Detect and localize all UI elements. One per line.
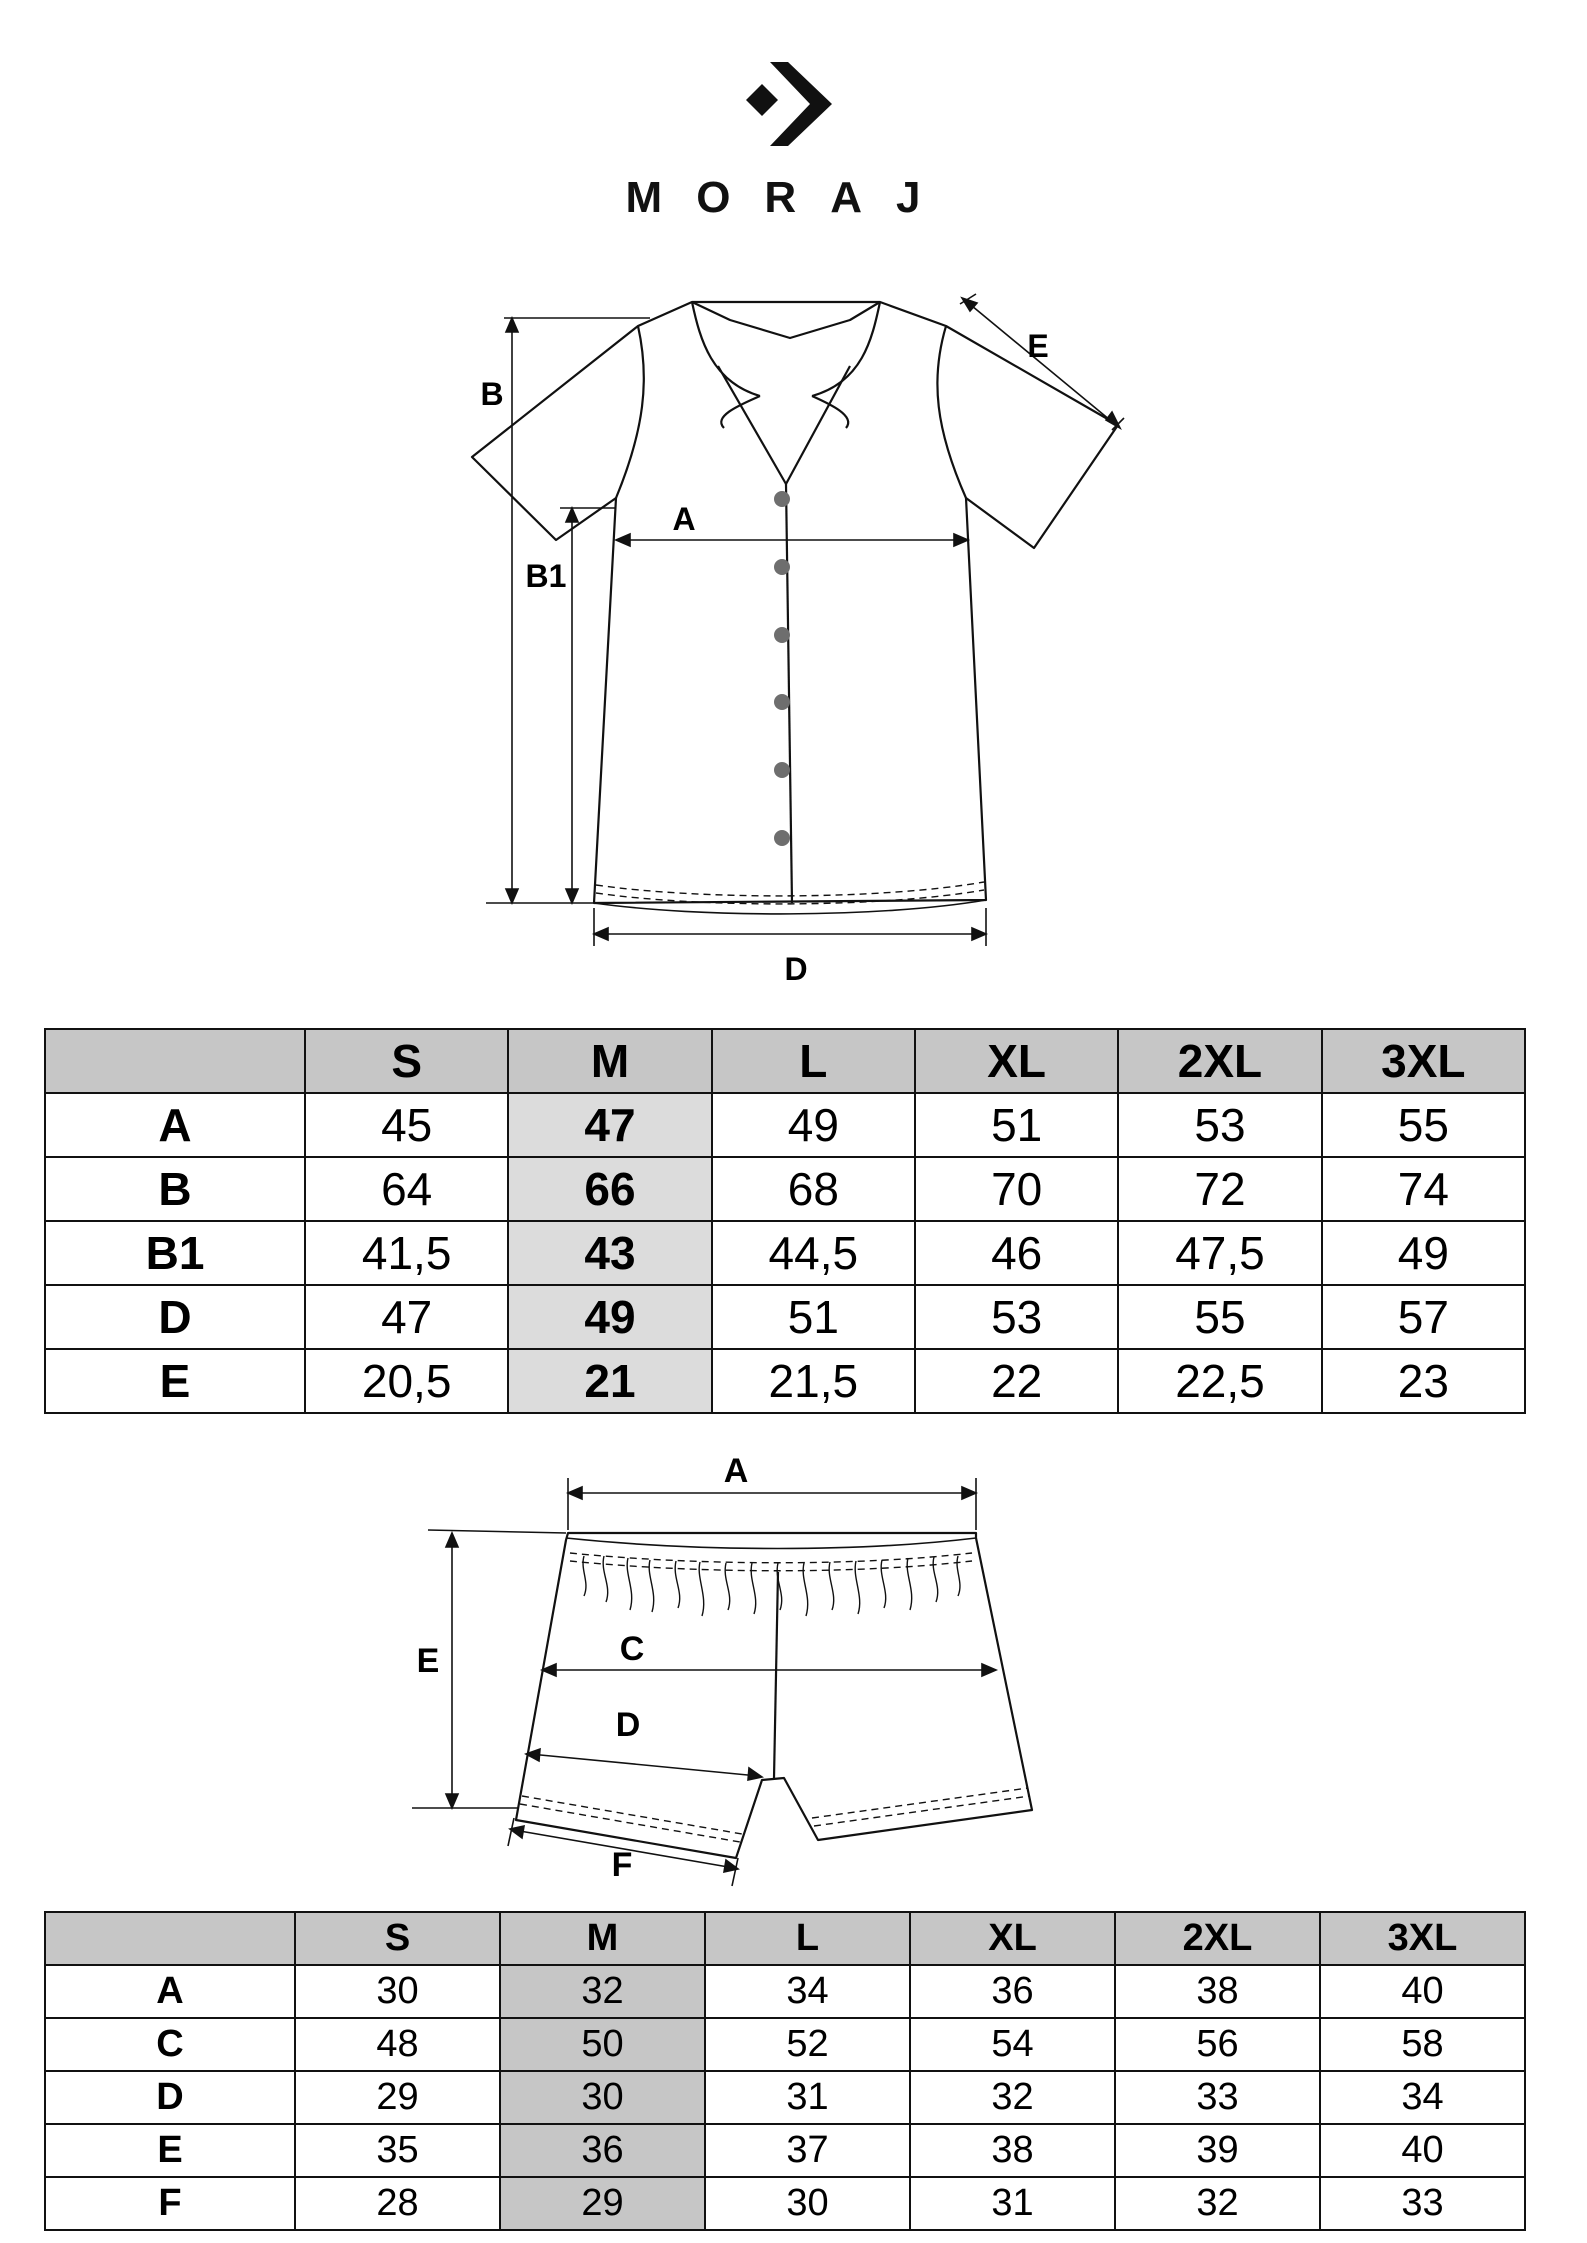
table-cell-highlight: 49 <box>508 1285 711 1349</box>
table-cell: 47 <box>305 1285 508 1349</box>
table-row <box>45 1157 1525 1221</box>
table-cell-highlight: 32 <box>500 1965 705 2018</box>
row-label: A <box>45 1093 305 1157</box>
shorts-size-table <box>44 1911 1526 2231</box>
table-cell: 46 <box>915 1221 1118 1285</box>
table-cell-highlight: 30 <box>500 2071 705 2124</box>
row-label: E <box>45 1349 305 1413</box>
table-cell: 68 <box>712 1157 915 1221</box>
table-row <box>45 1349 1525 1413</box>
header-cell-m: M <box>508 1029 711 1093</box>
table-cell-highlight: 66 <box>508 1157 711 1221</box>
header-cell-empty <box>45 1029 305 1093</box>
table-cell: 72 <box>1118 1157 1321 1221</box>
shorts-label-c: C <box>619 1630 645 1668</box>
shorts-label-d: D <box>615 1706 641 1744</box>
table-row <box>45 2071 1525 2124</box>
table-cell: 28 <box>295 2177 500 2230</box>
table-row <box>45 2018 1525 2071</box>
shirt-label-d: D <box>784 951 808 987</box>
table-cell: 74 <box>1322 1157 1525 1221</box>
shirt-diagram <box>0 270 1587 990</box>
table-cell: 51 <box>712 1285 915 1349</box>
row-label: B1 <box>45 1221 305 1285</box>
table-cell: 30 <box>295 1965 500 2018</box>
table-cell-highlight: 43 <box>508 1221 711 1285</box>
table-cell: 53 <box>915 1285 1118 1349</box>
header-cell-l: L <box>705 1912 910 1965</box>
shorts-label-e: E <box>416 1642 440 1680</box>
header-cell-s: S <box>295 1912 500 1965</box>
table-cell: 35 <box>295 2124 500 2177</box>
table-cell: 36 <box>910 1965 1115 2018</box>
row-label: A <box>45 1965 295 2018</box>
table-cell-highlight: 47 <box>508 1093 711 1157</box>
header-cell-2xl: 2XL <box>1115 1912 1320 1965</box>
table-cell: 32 <box>910 2071 1115 2124</box>
table-cell: 55 <box>1322 1093 1525 1157</box>
table-cell: 58 <box>1320 2018 1525 2071</box>
shirt-table-header-row <box>45 1029 1525 1093</box>
shorts-label-a: A <box>723 1452 749 1490</box>
table-cell: 64 <box>305 1157 508 1221</box>
table-cell: 23 <box>1322 1349 1525 1413</box>
table-cell: 31 <box>910 2177 1115 2230</box>
table-cell: 70 <box>915 1157 1118 1221</box>
table-row <box>45 1285 1525 1349</box>
brand-mark-icon <box>746 62 832 146</box>
table-cell: 55 <box>1118 1285 1321 1349</box>
table-cell: 20,5 <box>305 1349 508 1413</box>
row-label: D <box>45 1285 305 1349</box>
header-cell-s: S <box>305 1029 508 1093</box>
shorts-diagram <box>0 1430 1587 1900</box>
shorts-outline <box>516 1533 1032 1858</box>
table-cell: 47,5 <box>1118 1221 1321 1285</box>
brand-logo <box>0 0 1587 240</box>
table-cell: 51 <box>915 1093 1118 1157</box>
table-cell-highlight: 36 <box>500 2124 705 2177</box>
row-label: D <box>45 2071 295 2124</box>
table-cell: 30 <box>705 2177 910 2230</box>
table-cell: 32 <box>1115 2177 1320 2230</box>
table-cell: 22 <box>915 1349 1118 1413</box>
header-cell-3xl: 3XL <box>1320 1912 1525 1965</box>
table-cell: 57 <box>1322 1285 1525 1349</box>
shirt-label-e: E <box>1027 328 1049 364</box>
table-cell: 49 <box>712 1093 915 1157</box>
shorts-table-header-row <box>45 1912 1525 1965</box>
table-cell-highlight: 29 <box>500 2177 705 2230</box>
header-cell-3xl: 3XL <box>1322 1029 1525 1093</box>
table-cell: 41,5 <box>305 1221 508 1285</box>
table-cell: 56 <box>1115 2018 1320 2071</box>
table-cell: 45 <box>305 1093 508 1157</box>
table-cell: 44,5 <box>712 1221 915 1285</box>
shirt-size-table <box>44 1028 1526 1414</box>
shirt-label-b: B <box>480 376 504 412</box>
table-cell: 40 <box>1320 1965 1525 2018</box>
header-cell-m: M <box>500 1912 705 1965</box>
table-cell: 48 <box>295 2018 500 2071</box>
table-row <box>45 2177 1525 2230</box>
table-row <box>45 1965 1525 2018</box>
table-row <box>45 1093 1525 1157</box>
table-cell: 33 <box>1320 2177 1525 2230</box>
table-row <box>45 1221 1525 1285</box>
shirt-label-b1: B1 <box>525 558 567 594</box>
shirt-outline <box>472 302 1118 903</box>
table-cell: 40 <box>1320 2124 1525 2177</box>
table-cell-highlight: 21 <box>508 1349 711 1413</box>
table-cell: 34 <box>1320 2071 1525 2124</box>
shirt-label-a: A <box>672 501 696 537</box>
table-cell: 31 <box>705 2071 910 2124</box>
table-cell-highlight: 50 <box>500 2018 705 2071</box>
table-cell: 54 <box>910 2018 1115 2071</box>
table-cell: 33 <box>1115 2071 1320 2124</box>
header-cell-2xl: 2XL <box>1118 1029 1321 1093</box>
row-label: E <box>45 2124 295 2177</box>
header-cell-empty <box>45 1912 295 1965</box>
table-cell: 34 <box>705 1965 910 2018</box>
table-row <box>45 2124 1525 2177</box>
table-cell: 53 <box>1118 1093 1321 1157</box>
table-cell: 38 <box>910 2124 1115 2177</box>
table-cell: 39 <box>1115 2124 1320 2177</box>
brand-name: MORAJ <box>625 173 955 222</box>
table-cell: 22,5 <box>1118 1349 1321 1413</box>
table-cell: 49 <box>1322 1221 1525 1285</box>
table-cell: 52 <box>705 2018 910 2071</box>
table-cell: 21,5 <box>712 1349 915 1413</box>
header-cell-xl: XL <box>910 1912 1115 1965</box>
table-cell: 38 <box>1115 1965 1320 2018</box>
row-label: F <box>45 2177 295 2230</box>
table-cell: 37 <box>705 2124 910 2177</box>
row-label: C <box>45 2018 295 2071</box>
table-cell: 29 <box>295 2071 500 2124</box>
header-cell-l: L <box>712 1029 915 1093</box>
header-cell-xl: XL <box>915 1029 1118 1093</box>
shorts-label-f: F <box>611 1846 633 1884</box>
row-label: B <box>45 1157 305 1221</box>
